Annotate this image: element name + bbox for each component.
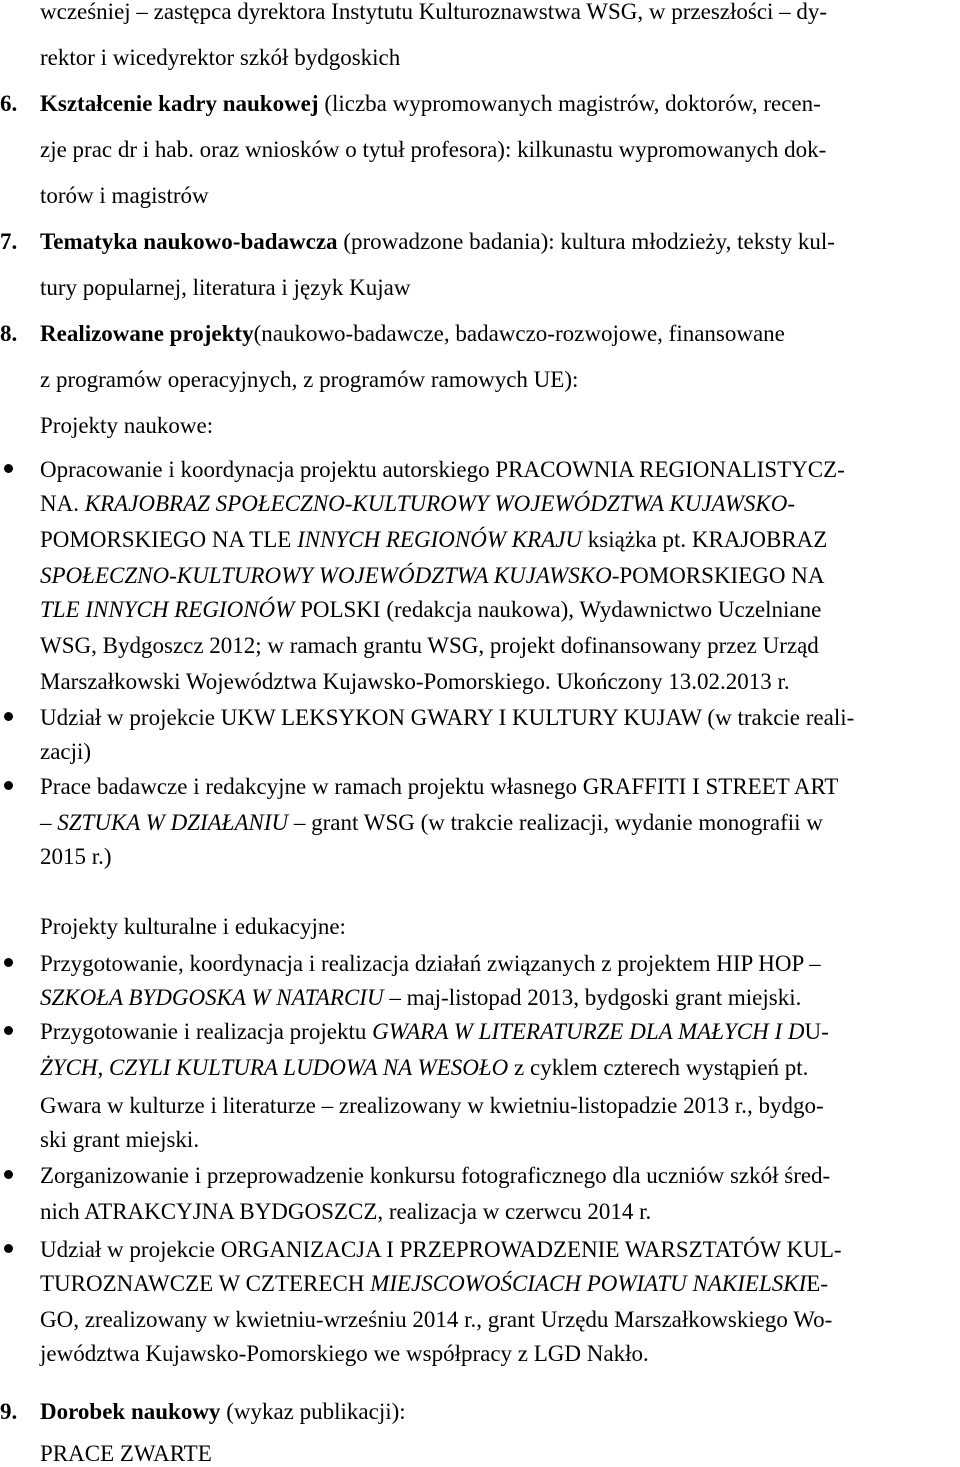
section-6-heading: Kształcenie kadry naukowej (liczba wypromowanych magistrów, doktorów, recen- xyxy=(40,91,821,116)
list-item-line: Marszałkowski Województwa Kujawsko-Pomorskiego. Ukończony 13.02.2013 r. xyxy=(40,669,790,694)
text-line: tury popularnej, literatura i język Kujaw xyxy=(40,275,411,300)
section-number: 6. xyxy=(0,91,18,116)
section-title: Tematyka naukowo-badawcza xyxy=(40,229,338,254)
section-title: Dorobek naukowy xyxy=(40,1399,221,1424)
text-line: z programów operacyjnych, z programów ramowych UE): xyxy=(40,367,579,392)
bullet-icon xyxy=(4,464,13,473)
bullet-icon xyxy=(4,958,13,967)
list-item-line: Udział w projekcie UKW LEKSYKON GWARY I KULTURY KUJAW (w trakcie reali- xyxy=(40,705,855,730)
list-item-line: Gwara w kulturze i literaturze – zrealizowany w kwietniu-listopadzie 2013 r., bydgo- xyxy=(40,1093,824,1118)
section-title: Realizowane projekty xyxy=(40,321,254,346)
list-item-line: zacji) xyxy=(40,739,92,764)
text-line: torów i magistrów xyxy=(40,183,209,208)
list-item-line: 2015 r.) xyxy=(40,844,112,869)
subheading-cultural-projects: Projekty kulturalne i edukacyjne: xyxy=(40,914,346,939)
list-item-line: ski grant miejski. xyxy=(40,1127,200,1152)
bullet-icon xyxy=(4,1170,13,1179)
text-line: rektor i wicedyrektor szkół bydgoskich xyxy=(40,45,401,70)
list-item-line: NA. KRAJOBRAZ SPOŁECZNO-KULTUROWY WOJEWÓDZTWA KUJAWSKO- xyxy=(40,491,796,516)
list-item-line: Opracowanie i koordynacja projektu autorskiego PRACOWNIA REGIONALISTYCZ- xyxy=(40,457,845,482)
list-item-line: jewództwa Kujawsko-Pomorskiego we współpracy z LGD Nakło. xyxy=(40,1341,649,1366)
list-item-line: SZKOŁA BYDGOSKA W NATARCIU – maj-listopad 2013, bydgoski grant miejski. xyxy=(40,985,802,1010)
list-item-line: TLE INNYCH REGIONÓW POLSKI (redakcja naukowa), Wydawnictwo Uczelniane xyxy=(40,597,822,622)
bullet-icon xyxy=(4,1026,13,1035)
section-number: 8. xyxy=(0,321,18,346)
list-item-line: Udział w projekcie ORGANIZACJA I PRZEPROWADZENIE WARSZTATÓW KUL- xyxy=(40,1237,842,1262)
list-item-line: POMORSKIEGO NA TLE INNYCH REGIONÓW KRAJU książka pt. KRAJOBRAZ xyxy=(40,527,828,552)
list-item-line: – SZTUKA W DZIAŁANIU – grant WSG (w trakcie realizacji, wydanie monografii w xyxy=(40,810,823,835)
list-item-line: Prace badawcze i redakcyjne w ramach projektu własnego GRAFFITI I STREET ART xyxy=(40,774,839,799)
list-item-line: SPOŁECZNO-KULTUROWY WOJEWÓDZTWA KUJAWSKO-POMORSKIEGO NA xyxy=(40,563,825,588)
subheading-scientific-projects: Projekty naukowe: xyxy=(40,413,214,438)
list-item-line: Zorganizowanie i przeprowadzenie konkursu fotograficznego dla uczniów szkół śred- xyxy=(40,1163,831,1188)
bullet-icon xyxy=(4,712,13,721)
list-item-line: WSG, Bydgoszcz 2012; w ramach grantu WSG, projekt dofinansowany przez Urząd xyxy=(40,633,819,658)
list-item-line: ŻYCH, CZYLI KULTURA LUDOWA NA WESOŁO z cyklem czterech wystąpień pt. xyxy=(40,1055,809,1080)
subheading-monographs: PRACE ZWARTE xyxy=(40,1441,212,1466)
list-item-line: nich ATRAKCYJNA BYDGOSZCZ, realizacja w czerwcu 2014 r. xyxy=(40,1199,652,1224)
text-line: zje prac dr i hab. oraz wniosków o tytuł profesora): kilkunastu wypromowanych dok- xyxy=(40,137,827,162)
list-item-line: Przygotowanie, koordynacja i realizacja działań związanych z projektem HIP HOP – xyxy=(40,951,821,976)
section-9-heading: Dorobek naukowy (wykaz publikacji): xyxy=(40,1399,406,1424)
bullet-icon xyxy=(4,1244,13,1253)
list-item-line: GO, zrealizowany w kwietniu-wrześniu 2014 r., grant Urzędu Marszałkowskiego Wo- xyxy=(40,1307,833,1332)
section-7-heading: Tematyka naukowo-badawcza (prowadzone badania): kultura młodzieży, teksty kul- xyxy=(40,229,835,254)
text-line: wcześniej – zastępca dyrektora Instytutu Kulturoznawstwa WSG, w przeszłości – dy- xyxy=(40,0,828,24)
section-number: 7. xyxy=(0,229,18,254)
bullet-icon xyxy=(4,781,13,790)
section-title: Kształcenie kadry naukowej xyxy=(40,91,319,116)
section-8-heading: Realizowane projekty(naukowo-badawcze, badawczo-rozwojowe, finansowane xyxy=(40,321,785,346)
list-item-line: Przygotowanie i realizacja projektu GWARA W LITERATURZE DLA MAŁYCH I DU- xyxy=(40,1019,829,1044)
list-item-line: TUROZNAWCZE W CZTERECH MIEJSCOWOŚCIACH POWIATU NAKIELSKIE- xyxy=(40,1271,828,1296)
section-number: 9. xyxy=(0,1399,18,1424)
